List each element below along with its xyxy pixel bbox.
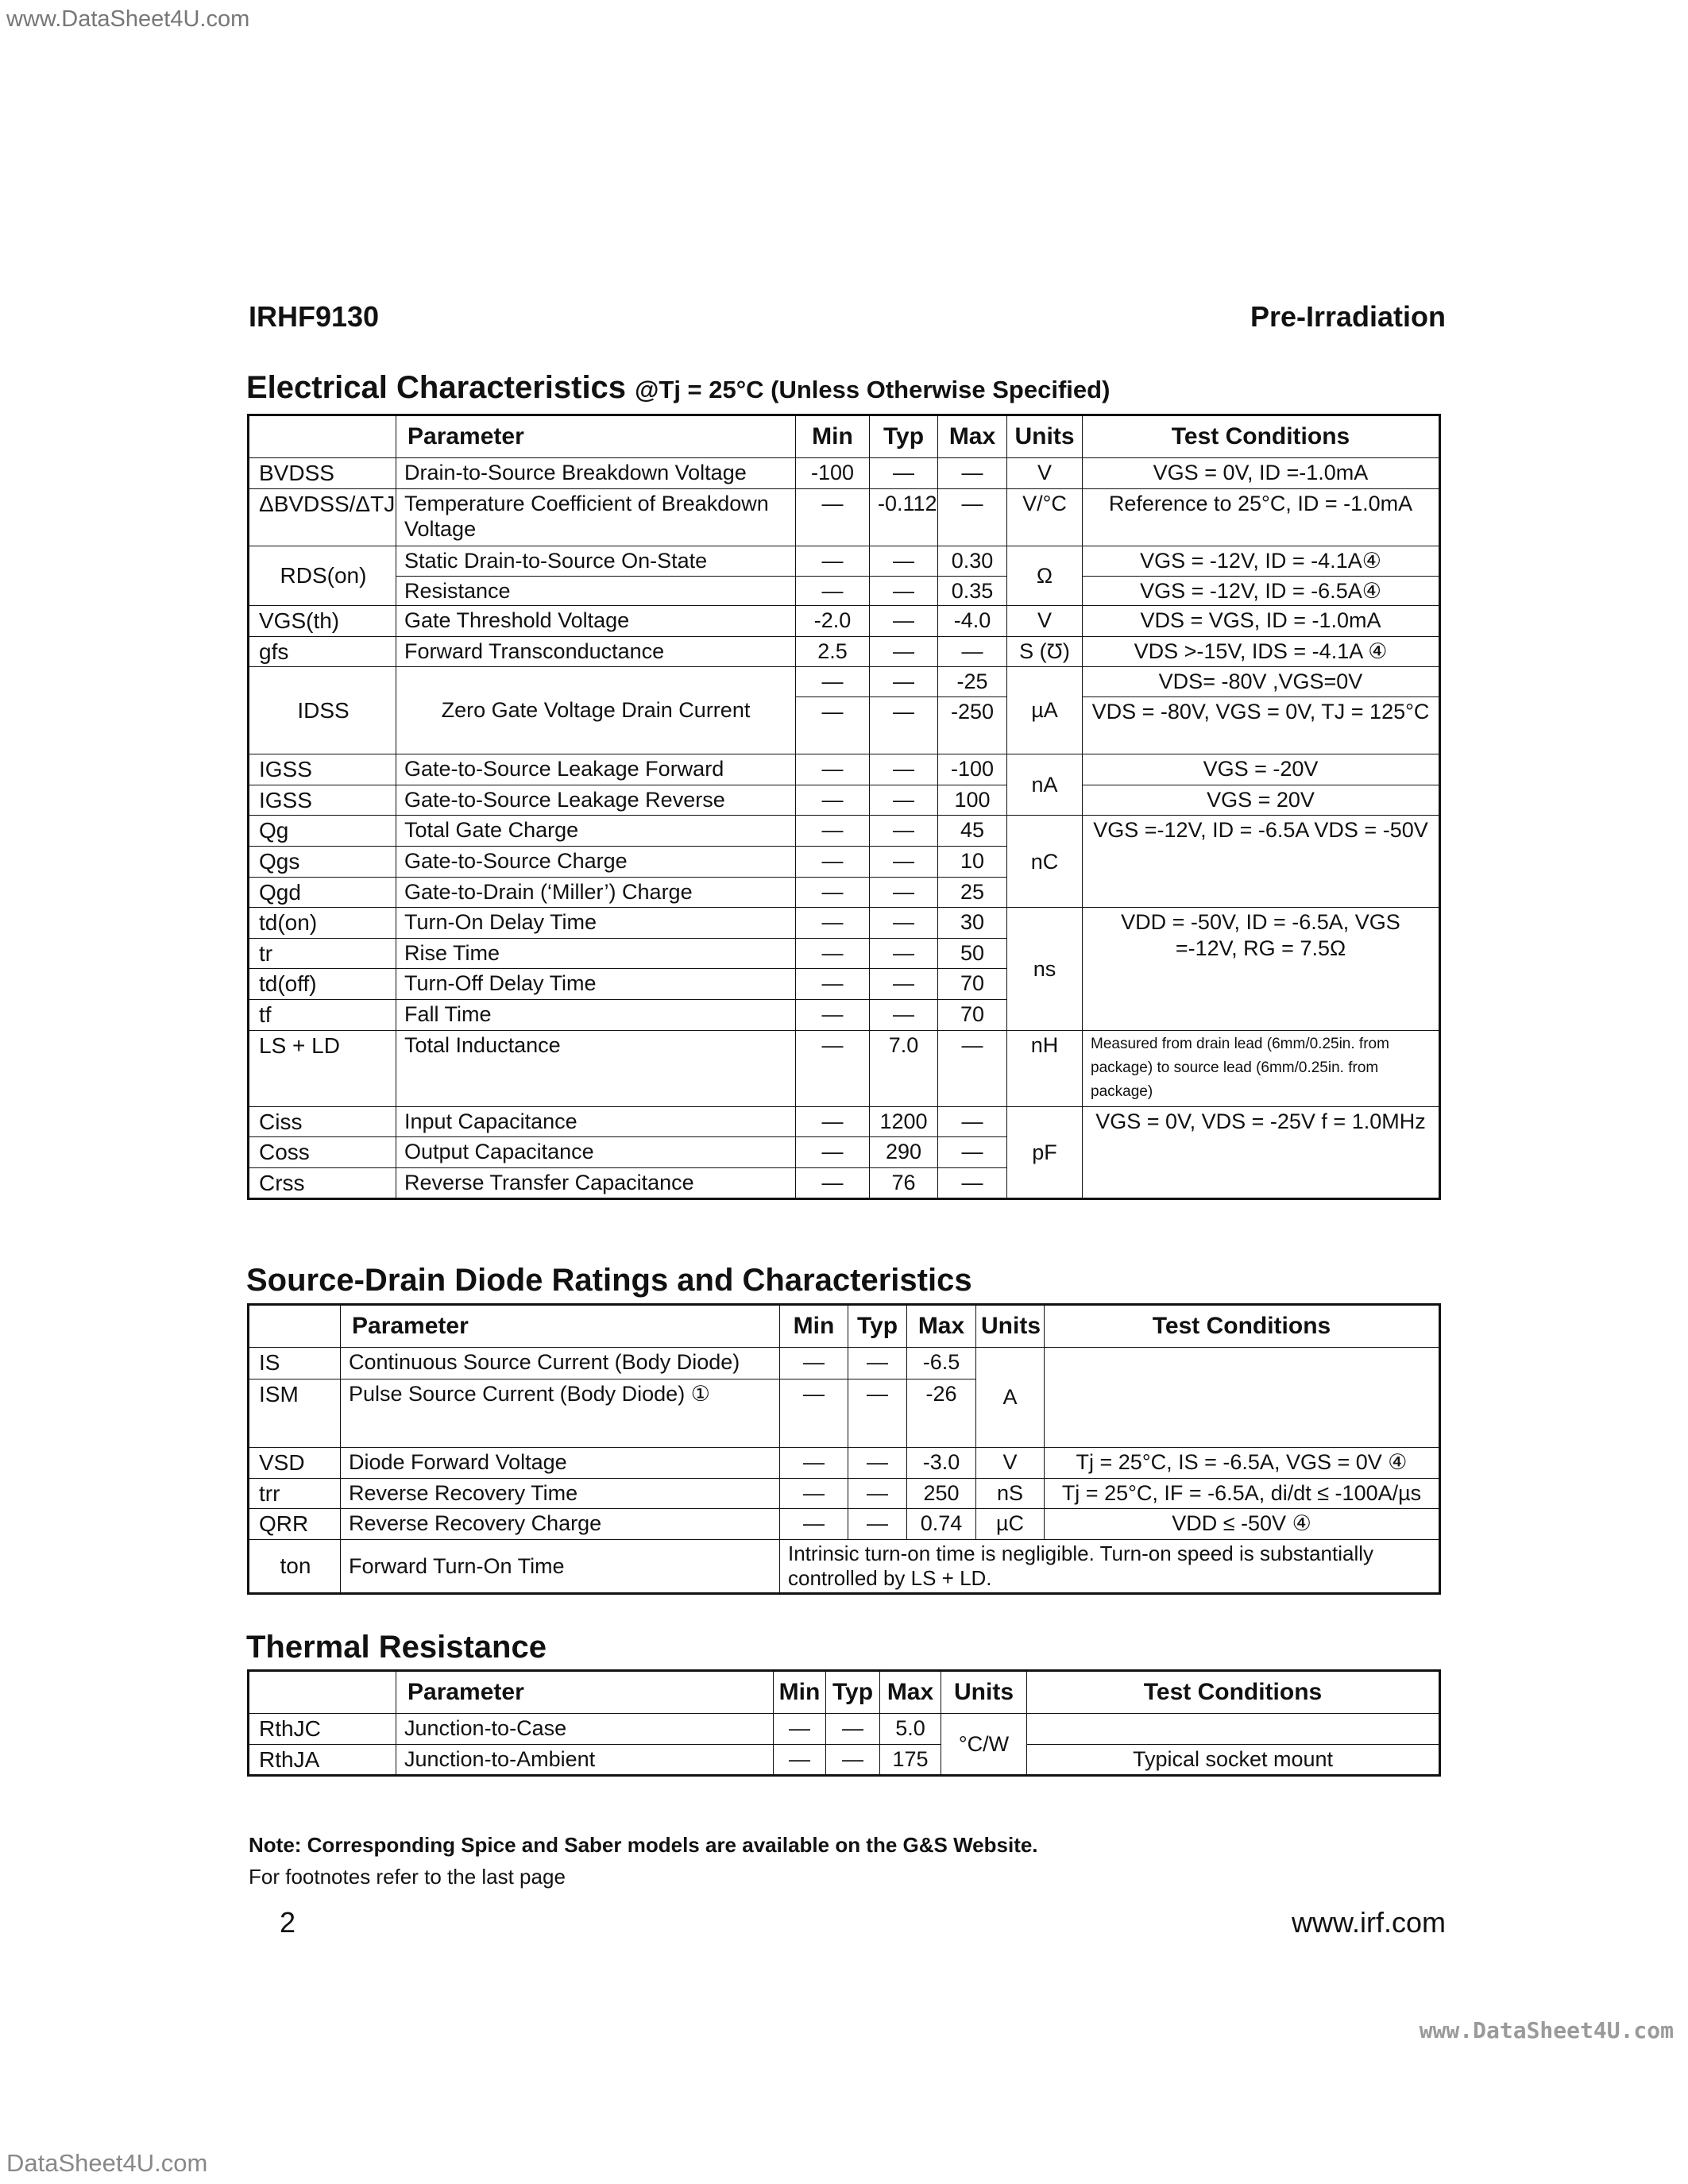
parameter-cell: Turn-On Delay Time: [396, 908, 796, 939]
value-cell: VDS= -80V ,VGS=0V: [1083, 667, 1440, 697]
diode-table: [247, 1303, 1441, 1595]
part-number: IRHF9130: [249, 300, 380, 333]
symbol-cell: td(on): [249, 908, 396, 939]
value-cell: —: [796, 1167, 870, 1199]
value-cell: -0.112: [870, 488, 938, 546]
column-header: Max: [907, 1305, 976, 1348]
value-cell: —: [796, 576, 870, 605]
value-cell: VGS = -20V: [1083, 754, 1440, 785]
value-cell: 250: [907, 1478, 976, 1509]
parameter-cell: Diode Forward Voltage: [341, 1448, 780, 1479]
symbol-cell: VGS(th): [249, 605, 396, 636]
symbol-cell: gfs: [249, 636, 396, 667]
parameter-cell: Zero Gate Voltage Drain Current: [396, 667, 796, 754]
parameter-cell: Total Gate Charge: [396, 816, 796, 847]
value-cell: V: [1007, 458, 1083, 489]
value-cell: -100: [938, 754, 1007, 785]
value-cell: -4.0: [938, 605, 1007, 636]
column-header: [249, 415, 396, 458]
value-cell: —: [780, 1379, 848, 1448]
value-cell: VGS =-12V, ID = -6.5A VDS = -50V: [1083, 816, 1440, 908]
value-cell: -100: [796, 458, 870, 489]
value-cell: —: [780, 1478, 848, 1509]
value-cell: VDD ≤ -50V ④: [1045, 1509, 1440, 1540]
value-cell: VGS = 20V: [1083, 785, 1440, 816]
value-cell: —: [796, 938, 870, 969]
value-cell: ns: [1007, 908, 1083, 1030]
column-header: Parameter: [396, 1671, 774, 1714]
value-cell: 45: [938, 816, 1007, 847]
value-cell: —: [796, 697, 870, 754]
symbol-cell: Qg: [249, 816, 396, 847]
value-cell: —: [796, 999, 870, 1030]
diode-title: Source-Drain Diode Ratings and Characteristics: [246, 1263, 972, 1298]
value-cell: 7.0: [870, 1030, 938, 1106]
table-row: [249, 1539, 1440, 1593]
value-cell: -6.5: [907, 1348, 976, 1379]
header-row: [249, 415, 1440, 458]
value-cell: —: [870, 846, 938, 877]
symbol-cell: tr: [249, 938, 396, 969]
column-header: Typ: [848, 1305, 907, 1348]
parameter-cell: Temperature Coefficient of Breakdown Voltage: [396, 488, 796, 546]
parameter-cell: Input Capacitance: [396, 1106, 796, 1137]
table-row: [249, 576, 1440, 605]
value-cell: Tj = 25°C, IF = -6.5A, di/dt ≤ -100A/µs: [1045, 1478, 1440, 1509]
header-row: [249, 1305, 1440, 1348]
value-cell: —: [870, 999, 938, 1030]
table-row: [249, 1509, 1440, 1540]
value-cell: —: [938, 1167, 1007, 1199]
value-cell: [1027, 1714, 1440, 1745]
parameter-cell: Turn-Off Delay Time: [396, 969, 796, 1000]
symbol-cell: Qgd: [249, 877, 396, 908]
column-header: Typ: [826, 1671, 880, 1714]
table-row: [249, 1714, 1440, 1745]
value-cell: Reference to 25°C, ID = -1.0mA: [1083, 488, 1440, 546]
parameter-cell: Junction-to-Ambient: [396, 1744, 774, 1776]
parameter-cell: Fall Time: [396, 999, 796, 1030]
column-header: Units: [941, 1671, 1027, 1714]
value-cell: —: [796, 1137, 870, 1168]
value-cell: —: [796, 546, 870, 576]
symbol-cell: Ciss: [249, 1106, 396, 1137]
value-cell: Ω: [1007, 546, 1083, 605]
value-cell: µA: [1007, 667, 1083, 754]
column-header: Max: [938, 415, 1007, 458]
value-cell: -250: [938, 697, 1007, 754]
website-link[interactable]: www.irf.com: [1291, 1906, 1446, 1939]
value-cell: —: [826, 1744, 880, 1776]
table-row: [249, 754, 1440, 785]
value-cell: -25: [938, 667, 1007, 697]
parameter-cell: Gate-to-Source Leakage Forward: [396, 754, 796, 785]
value-cell: —: [848, 1379, 907, 1448]
value-cell: -26: [907, 1379, 976, 1448]
symbol-cell: ΔBVDSS/ΔTJ: [249, 488, 396, 546]
parameter-cell: Gate-to-Source Charge: [396, 846, 796, 877]
value-cell: —: [870, 636, 938, 667]
value-cell: —: [870, 969, 938, 1000]
page-number: 2: [280, 1906, 296, 1939]
value-cell: —: [870, 754, 938, 785]
table-row: [249, 1448, 1440, 1479]
value-cell: Tj = 25°C, IS = -6.5A, VGS = 0V ④: [1045, 1448, 1440, 1479]
symbol-cell: tf: [249, 999, 396, 1030]
value-cell: 76: [870, 1167, 938, 1199]
value-cell: 0.35: [938, 576, 1007, 605]
value-cell: —: [796, 846, 870, 877]
value-cell: VGS = -12V, ID = -6.5A④: [1083, 576, 1440, 605]
value-cell: —: [938, 1030, 1007, 1106]
value-cell: VDS >-15V, IDS = -4.1A ④: [1083, 636, 1440, 667]
value-cell: —: [796, 877, 870, 908]
value-cell: —: [870, 816, 938, 847]
column-header: Test Conditions: [1045, 1305, 1440, 1348]
parameter-cell: Gate-to-Source Leakage Reverse: [396, 785, 796, 816]
electrical-title: [246, 370, 1110, 406]
value-cell: —: [774, 1744, 826, 1776]
symbol-cell: IDSS: [249, 667, 396, 754]
value-cell: V: [1007, 605, 1083, 636]
value-cell: —: [796, 1030, 870, 1106]
section-label: Pre-Irradiation: [1250, 300, 1446, 333]
value-cell: —: [796, 1106, 870, 1137]
value-cell: 70: [938, 969, 1007, 1000]
electrical-table: [247, 414, 1441, 1200]
value-cell: µC: [976, 1509, 1045, 1540]
parameter-cell: Pulse Source Current (Body Diode) ①: [341, 1379, 780, 1448]
value-cell: VDD = -50V, ID = -6.5A, VGS =-12V, RG = 7.5Ω: [1083, 908, 1440, 1030]
value-cell: VGS = 0V, VDS = -25V f = 1.0MHz: [1083, 1106, 1440, 1199]
value-cell: V/°C: [1007, 488, 1083, 546]
parameter-cell: Reverse Recovery Time: [341, 1478, 780, 1509]
value-cell: pF: [1007, 1106, 1083, 1199]
value-cell: —: [870, 458, 938, 489]
value-cell: [1045, 1348, 1440, 1448]
parameter-cell: Reverse Transfer Capacitance: [396, 1167, 796, 1199]
parameter-cell: Continuous Source Current (Body Diode): [341, 1348, 780, 1379]
value-cell: —: [848, 1478, 907, 1509]
symbol-cell: RDS(on): [249, 546, 396, 605]
value-cell: nS: [976, 1478, 1045, 1509]
value-cell: —: [870, 697, 938, 754]
value-cell: —: [848, 1509, 907, 1540]
thermal-table: [247, 1669, 1441, 1777]
table-row: [249, 458, 1440, 489]
value-cell: V: [976, 1448, 1045, 1479]
value-cell: °C/W: [941, 1714, 1027, 1776]
symbol-cell: ton: [249, 1539, 341, 1593]
table-row: [249, 1478, 1440, 1509]
value-cell: 30: [938, 908, 1007, 939]
value-cell: 175: [880, 1744, 941, 1776]
column-header: [249, 1671, 396, 1714]
parameter-cell: Reverse Recovery Charge: [341, 1509, 780, 1540]
table-row: [249, 1348, 1440, 1379]
symbol-cell: Coss: [249, 1137, 396, 1168]
value-cell: 10: [938, 846, 1007, 877]
header-row: [249, 1671, 1440, 1714]
value-cell: VDS = -80V, VGS = 0V, TJ = 125°C: [1083, 697, 1440, 754]
column-header: Units: [976, 1305, 1045, 1348]
column-header: Parameter: [341, 1305, 780, 1348]
value-cell: 0.74: [907, 1509, 976, 1540]
value-cell: —: [870, 908, 938, 939]
watermark-bottom-right[interactable]: www.DataSheet4U.com: [1419, 2017, 1674, 2043]
value-cell: —: [774, 1714, 826, 1745]
value-cell: —: [938, 488, 1007, 546]
table-row: [249, 605, 1440, 636]
value-cell: —: [848, 1448, 907, 1479]
spice-note: Note: Corresponding Spice and Saber models are available on the G&S Website.: [249, 1833, 1038, 1857]
column-header: Typ: [870, 415, 938, 458]
value-cell: —: [848, 1348, 907, 1379]
table-row: [249, 546, 1440, 576]
column-header: Test Conditions: [1027, 1671, 1440, 1714]
column-header: Min: [796, 415, 870, 458]
value-cell: —: [796, 908, 870, 939]
value-cell: —: [870, 877, 938, 908]
value-cell: —: [780, 1509, 848, 1540]
value-cell: —: [870, 546, 938, 576]
column-header: Min: [774, 1671, 826, 1714]
parameter-cell: Drain-to-Source Breakdown Voltage: [396, 458, 796, 489]
value-cell: —: [870, 605, 938, 636]
value-cell: —: [938, 1137, 1007, 1168]
symbol-cell: Crss: [249, 1167, 396, 1199]
parameter-cell: Static Drain-to-Source On-State: [396, 546, 796, 576]
value-cell: nA: [1007, 754, 1083, 816]
table-row: [249, 1744, 1440, 1776]
column-header: Parameter: [396, 415, 796, 458]
column-header: Units: [1007, 415, 1083, 458]
value-cell: —: [796, 969, 870, 1000]
value-cell: 2.5: [796, 636, 870, 667]
value-cell: -3.0: [907, 1448, 976, 1479]
table-row: [249, 667, 1440, 697]
parameter-cell: Total Inductance: [396, 1030, 796, 1106]
value-cell: —: [870, 667, 938, 697]
value-cell: Measured from drain lead (6mm/0.25in. from package) to source lead (6mm/0.25in. from package): [1083, 1030, 1440, 1106]
value-cell: 100: [938, 785, 1007, 816]
value-cell: A: [976, 1348, 1045, 1448]
parameter-cell: Resistance: [396, 576, 796, 605]
symbol-cell: td(off): [249, 969, 396, 1000]
value-cell: 70: [938, 999, 1007, 1030]
parameter-cell: Rise Time: [396, 938, 796, 969]
value-cell: —: [938, 636, 1007, 667]
footnote-ref: For footnotes refer to the last page: [249, 1865, 566, 1889]
symbol-cell: RthJA: [249, 1744, 396, 1776]
value-cell: —: [796, 785, 870, 816]
table-row: [249, 1106, 1440, 1137]
value-cell: —: [870, 938, 938, 969]
value-cell: —: [870, 785, 938, 816]
value-cell: 0.30: [938, 546, 1007, 576]
symbol-cell: IGSS: [249, 785, 396, 816]
value-cell: VGS = -12V, ID = -4.1A④: [1083, 546, 1440, 576]
value-cell: 25: [938, 877, 1007, 908]
symbol-cell: QRR: [249, 1509, 341, 1540]
electrical-subtitle: @Tj = 25°C (Unless Otherwise Specified): [635, 376, 1111, 403]
value-cell: 50: [938, 938, 1007, 969]
value-cell: —: [938, 458, 1007, 489]
value-cell: VDS = VGS, ID = -1.0mA: [1083, 605, 1440, 636]
turn-on-note: Intrinsic turn-on time is negligible. Turn-on speed is substantially controlled by LS + LD.: [780, 1539, 1440, 1593]
value-cell: 290: [870, 1137, 938, 1168]
parameter-cell: Gate-to-Drain (‘Miller’) Charge: [396, 877, 796, 908]
watermark-bottom-left[interactable]: DataSheet4U.com: [6, 2149, 208, 2177]
electrical-title-text: Electrical Characteristics: [246, 370, 627, 405]
column-header: [249, 1305, 341, 1348]
symbol-cell: IS: [249, 1348, 341, 1379]
table-row: [249, 908, 1440, 939]
value-cell: —: [938, 1106, 1007, 1137]
table-row: [249, 785, 1440, 816]
value-cell: nH: [1007, 1030, 1083, 1106]
symbol-cell: BVDSS: [249, 458, 396, 489]
value-cell: —: [796, 488, 870, 546]
column-header: Min: [780, 1305, 848, 1348]
value-cell: —: [780, 1448, 848, 1479]
parameter-cell: Forward Transconductance: [396, 636, 796, 667]
parameter-cell: Output Capacitance: [396, 1137, 796, 1168]
symbol-cell: trr: [249, 1478, 341, 1509]
thermal-title: Thermal Resistance: [246, 1630, 547, 1665]
value-cell: —: [796, 816, 870, 847]
watermark-top[interactable]: www.DataSheet4U.com: [6, 6, 250, 32]
value-cell: 1200: [870, 1106, 938, 1137]
value-cell: nC: [1007, 816, 1083, 908]
symbol-cell: RthJC: [249, 1714, 396, 1745]
value-cell: —: [826, 1714, 880, 1745]
value-cell: —: [796, 667, 870, 697]
value-cell: -2.0: [796, 605, 870, 636]
table-row: [249, 1030, 1440, 1106]
table-row: [249, 636, 1440, 667]
value-cell: S (Ʊ): [1007, 636, 1083, 667]
value-cell: 5.0: [880, 1714, 941, 1745]
symbol-cell: VSD: [249, 1448, 341, 1479]
column-header: Test Conditions: [1083, 415, 1440, 458]
column-header: Max: [880, 1671, 941, 1714]
parameter-cell: Forward Turn-On Time: [341, 1539, 780, 1593]
value-cell: Typical socket mount: [1027, 1744, 1440, 1776]
value-cell: —: [796, 754, 870, 785]
symbol-cell: ISM: [249, 1379, 341, 1448]
symbol-cell: Qgs: [249, 846, 396, 877]
symbol-cell: IGSS: [249, 754, 396, 785]
table-row: [249, 816, 1440, 847]
symbol-cell: LS + LD: [249, 1030, 396, 1106]
parameter-cell: Gate Threshold Voltage: [396, 605, 796, 636]
value-cell: —: [870, 576, 938, 605]
value-cell: —: [780, 1348, 848, 1379]
value-cell: VGS = 0V, ID =-1.0mA: [1083, 458, 1440, 489]
parameter-cell: Junction-to-Case: [396, 1714, 774, 1745]
table-row: [249, 488, 1440, 546]
